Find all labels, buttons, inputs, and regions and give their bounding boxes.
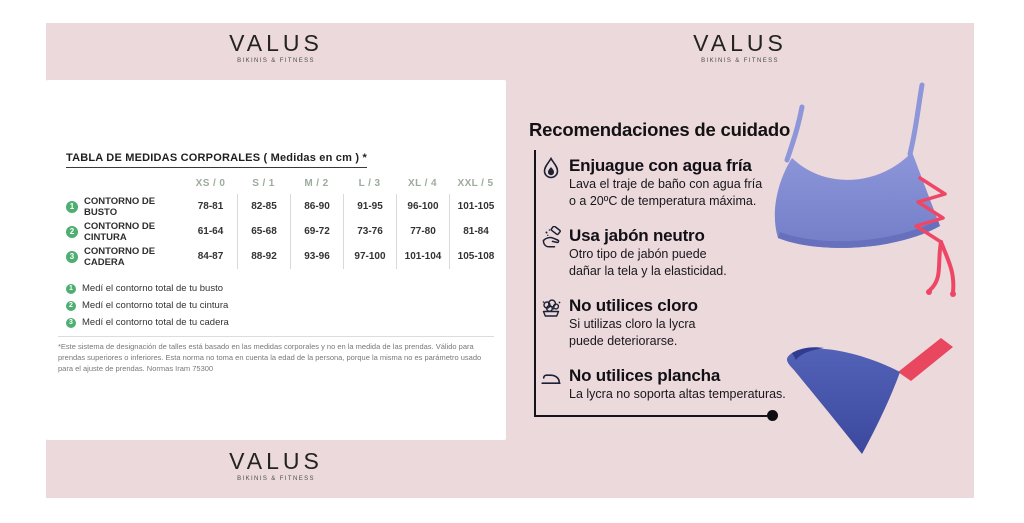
measure-label: CONTORNO DE CINTURA <box>84 220 156 243</box>
bikini-bottom-image <box>787 338 953 454</box>
measure-value: 78-81 <box>197 201 224 212</box>
brand-name: VALUS <box>229 448 323 474</box>
measure-value: 93-96 <box>290 244 343 269</box>
measure-value: 65-68 <box>237 219 290 244</box>
size-column-header: XXL / 5 <box>457 178 494 189</box>
note-number-badge: 1 <box>66 284 76 294</box>
footnote-divider <box>58 336 494 337</box>
care-bracket-horizontal-line <box>534 415 767 417</box>
bikini-top-image <box>775 85 956 297</box>
care-bracket-vertical-line <box>534 150 536 416</box>
care-item-line1: Si utilizas cloro la lycra <box>569 317 696 332</box>
note-text: Medí el contorno total de tu busto <box>82 283 224 294</box>
size-column-header: M / 2 <box>304 178 329 189</box>
care-item-bleach <box>539 296 698 349</box>
measure-value: 84-87 <box>197 251 224 262</box>
measure-label: CONTORNO DE BUSTO <box>84 195 156 218</box>
note-item <box>66 300 229 311</box>
measuring-notes <box>66 283 229 334</box>
note-text: Medí el contorno total de tu cintura <box>82 300 229 311</box>
measure-value: 101-104 <box>396 244 449 269</box>
measure-value: 97-100 <box>343 244 396 269</box>
brand-name: VALUS <box>693 30 787 56</box>
measure-value: 69-72 <box>290 219 343 244</box>
size-column-header: L / 3 <box>358 178 381 189</box>
note-item <box>66 283 229 294</box>
care-item-line1: La lycra no soporta altas temperaturas. <box>569 387 786 402</box>
care-item-line2: dañar la tela y la elasticidad. <box>569 263 727 278</box>
size-table-corner <box>66 178 184 189</box>
care-item-title: Usa jabón neutro <box>569 226 705 245</box>
measure-value: 91-95 <box>343 194 396 219</box>
table-row-label <box>66 244 184 269</box>
care-item-line2: o a 20ºC de temperatura máxima. <box>569 193 757 208</box>
soap-icon <box>539 226 563 250</box>
measure-value: 73-76 <box>343 219 396 244</box>
size-column-header: S / 1 <box>252 178 275 189</box>
note-item <box>66 317 229 328</box>
care-item-title: No utilices cloro <box>569 296 698 315</box>
brand-logo-bottom <box>46 450 506 482</box>
row-number-badge: 2 <box>66 226 78 238</box>
measure-value: 88-92 <box>237 244 290 269</box>
size-column-header: XS / 0 <box>195 178 226 189</box>
brand-tagline: BIKINIS & FITNESS <box>237 476 315 482</box>
note-text: Medí el contorno total de tu cadera <box>82 317 229 328</box>
measure-label: CONTORNO DE CADERA <box>84 245 156 268</box>
care-item-line2: puede deteriorarse. <box>569 333 678 348</box>
care-item-rinse <box>539 156 762 209</box>
measure-value: 77-80 <box>396 219 449 244</box>
table-row-label <box>66 219 184 244</box>
care-item-title: Enjuague con agua fría <box>569 156 752 175</box>
note-number-badge: 3 <box>66 318 76 328</box>
size-table-title: TABLA DE MEDIDAS CORPORALES ( Medidas en cm ) * <box>66 152 367 168</box>
no-bleach-icon <box>539 296 563 320</box>
size-system-footnote: *Este sistema de designación de talles está basado en las medidas corporales y no en la medida de las prendas. Válido para prendas superiores o inferiores. Esta norma no toma en cuenta la edad de la persona, porque la misma no es parámetro usado para el ajuste de prendas. Normas Iram 75300 <box>58 342 482 373</box>
care-item-line1: Otro tipo de jabón puede <box>569 247 707 262</box>
measure-value: 101-105 <box>449 194 502 219</box>
care-item-title: No utilices plancha <box>569 366 721 385</box>
measure-value: 61-64 <box>197 226 224 237</box>
measure-value: 96-100 <box>396 194 449 219</box>
bikini-product-photo <box>740 80 975 490</box>
care-heading: Recomendaciones de cuidado <box>529 119 791 140</box>
brand-name: VALUS <box>229 30 323 56</box>
water-drop-icon <box>539 156 563 180</box>
measure-value: 81-84 <box>449 219 502 244</box>
row-number-badge: 3 <box>66 251 78 263</box>
brand-tagline: BIKINIS & FITNESS <box>701 58 779 64</box>
care-item-line1: Lava el traje de baño con agua fría <box>569 177 763 192</box>
size-table-body <box>66 194 502 269</box>
brand-tagline: BIKINIS & FITNESS <box>237 58 315 64</box>
brand-logo-top-left <box>46 32 506 64</box>
size-column-header: XL / 4 <box>408 178 437 189</box>
row-number-badge: 1 <box>66 201 78 213</box>
size-chart-content <box>46 80 506 440</box>
measure-value: 86-90 <box>290 194 343 219</box>
brand-logo-top-right <box>506 32 974 64</box>
care-item-soap <box>539 226 727 279</box>
measure-value: 82-85 <box>237 194 290 219</box>
note-number-badge: 2 <box>66 301 76 311</box>
table-row-label <box>66 194 184 219</box>
measure-value: 105-108 <box>449 244 502 269</box>
no-iron-icon <box>539 366 563 390</box>
size-table-header-row <box>66 178 502 189</box>
